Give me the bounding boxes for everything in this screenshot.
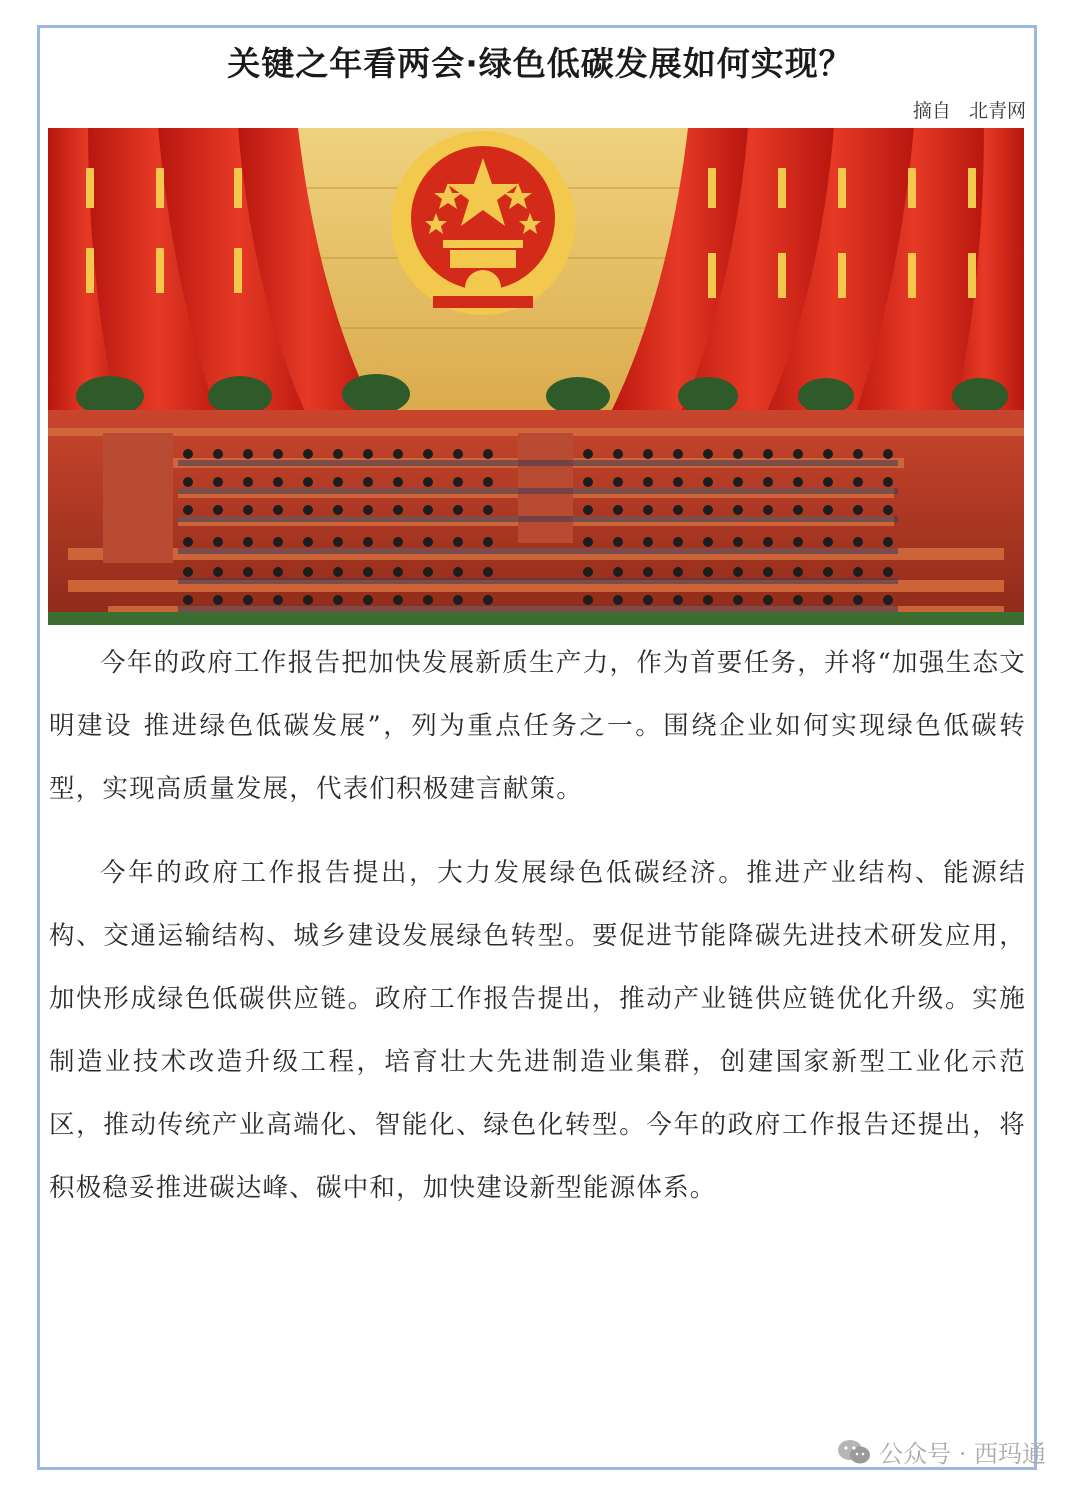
wechat-icon bbox=[837, 1439, 871, 1465]
emblem-icon bbox=[391, 131, 575, 315]
assembly-hall-photo bbox=[48, 128, 1024, 625]
paragraph-2: 今年的政府工作报告提出，大力发展绿色低碳经济。推进产业结构、能源结构、交通运输结构、城乡建设发展绿色转型。要促进节能降碳先进技术研发应用，加快形成绿色低碳供应链。政府工作报告提出，推动产业链供应链优化升级。实施制造业技术改造升级工程，培育壮大先进制造业集群，创建国家新型工业化示范区，推动传统产业高端化、智能化、绿色化转型。今年的政府工作报告还提出，将积极稳妥推进碳达峰、碳中和，加快建设新型能源体系。 bbox=[49, 858, 1026, 1203]
watermark-text: 公众号 · 西玛通 bbox=[879, 1440, 1046, 1468]
article-title: 关键之年看两会·绿色低碳发展如何实现？ bbox=[227, 44, 853, 83]
paragraph-1: 今年的政府工作报告把加快发展新质生产力，作为首要任务，并将“加强生态文明建设 推进绿色低碳发展”，列为重点任务之一。围绕企业如何实现绿色低碳转型，实现高质量发展，代表们积极建言献策。 bbox=[49, 648, 1026, 804]
wechat-watermark bbox=[837, 1434, 1046, 1469]
article-source: 摘自 北青网 bbox=[912, 100, 1026, 122]
